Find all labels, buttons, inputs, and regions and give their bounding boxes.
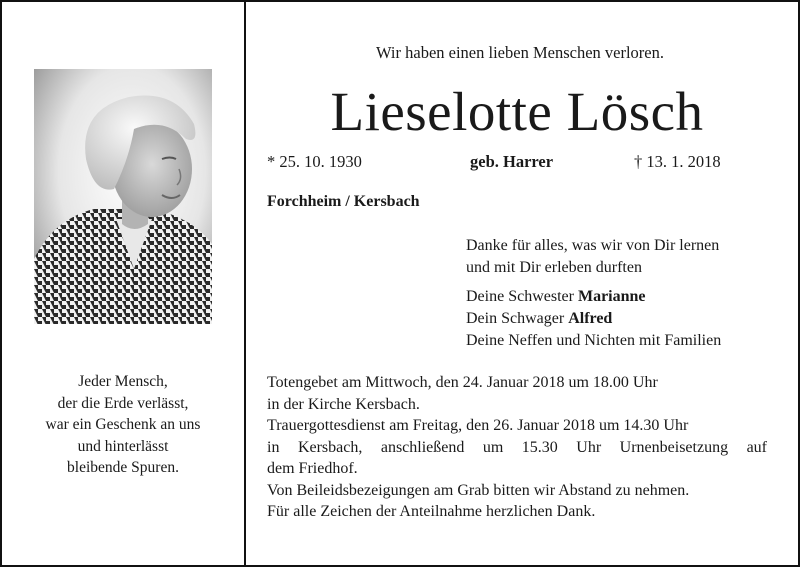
poem-line: Jeder Mensch, [78,373,168,390]
thanks-line: Danke für alles, was wir von Dir lernen [466,237,720,254]
poem-line: und hinterlässt [77,437,169,455]
mourner-name: Alfred [568,310,613,327]
service-line: Für alle Zeichen der Anteilnahme herzlichen Dank. [267,503,596,520]
poem-line: war ein Geschenk an uns [45,416,201,433]
mourner-name: Marianne [577,288,646,305]
mourner-line [466,308,721,330]
intro-text: Wir haben einen lieben Menschen verloren. [376,43,664,62]
death-date: † 13. 1. 2018 [634,152,721,171]
column-divider [244,0,246,567]
mourner-relation: Deine Schwester [466,288,578,305]
mourner-relation: Dein Schwager [466,310,569,327]
mourner-relation: Deine Neffen und Nichten mit Familien [466,332,722,349]
service-line: Von Beileidsbezeigungen am Grab bitten wir Abstand zu nehmen. [267,481,690,499]
thanks-text [466,235,719,279]
mourners-list [466,286,721,352]
portrait-photo [34,69,212,324]
maiden-name: geb. Harrer [470,152,554,171]
thanks-line: und mit Dir erleben durften [466,259,642,276]
deceased-name: Lieselotte Lösch [330,81,704,142]
birth-date: * 25. 10. 1930 [267,152,362,171]
service-line: in Kersbach, anschließend um 15.30 Uhr Urnenbeisetzung auf [267,438,767,456]
poem [20,371,226,479]
service-line: dem Friedhof. [267,460,358,477]
service-line: Totengebet am Mittwoch, den 24. Januar 2018 um 18.00 Uhr [267,374,658,391]
poem-line: der die Erde verlässt, [57,394,189,412]
place: Forchheim / Kersbach [267,193,420,210]
service-line: in der Kirche Kersbach. [267,395,420,413]
mourner-line [466,330,721,352]
poem-line: bleibende Spuren. [67,459,179,476]
mourner-line [466,286,721,308]
service-info [267,372,767,523]
service-line: Trauergottesdienst am Freitag, den 26. Januar 2018 um 14.30 Uhr [267,417,689,434]
